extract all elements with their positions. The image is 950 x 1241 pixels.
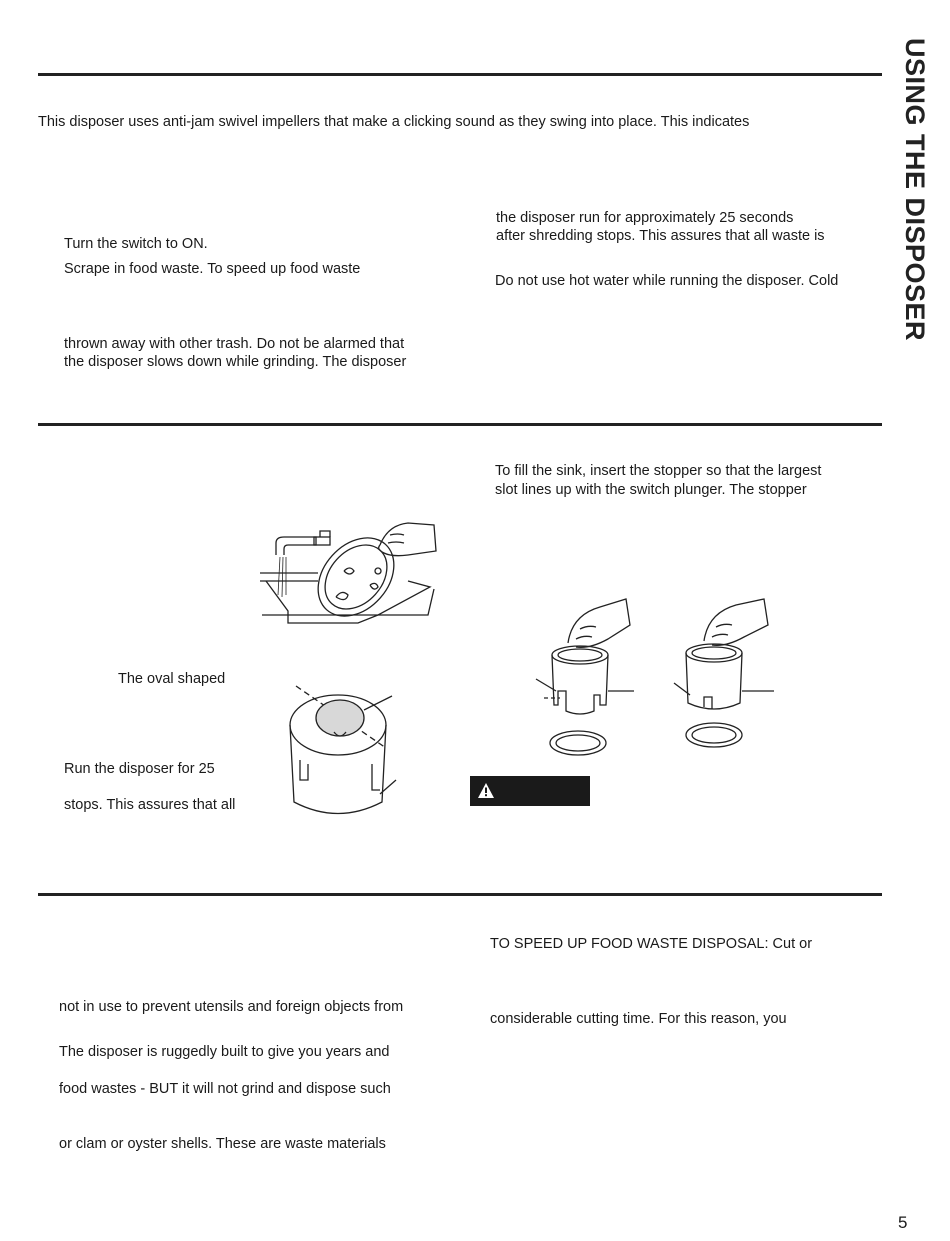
body-text: To fill the sink, insert the stopper so that the largest [495, 463, 822, 479]
body-text: The oval shaped [118, 671, 226, 687]
stopper-position-illustration [670, 595, 780, 760]
step-text: Turn the switch to ON. [64, 236, 208, 252]
section-divider [38, 893, 882, 896]
stopper-illustration [288, 680, 408, 825]
side-title: USING THE DISPOSER [900, 38, 930, 342]
body-text: TO SPEED UP FOOD WASTE DISPOSAL: Cut or [490, 936, 813, 952]
section-divider [38, 73, 882, 76]
warning-banner [470, 776, 590, 806]
body-text: the disposer run for approximately 25 seconds [496, 210, 794, 226]
body-text: considerable cutting time. For this reason, you [490, 1011, 787, 1027]
step-text: thrown away with other trash. Do not be alarmed that [64, 336, 405, 352]
stopper-position-illustration [530, 595, 640, 760]
page-number: 5 [898, 1213, 908, 1232]
body-text: slot lines up with the switch plunger. The stopper [495, 482, 807, 498]
body-text: not in use to prevent utensils and foreign objects from [59, 999, 404, 1015]
sink-illustration [258, 515, 438, 630]
step-text: the disposer slows down while grinding. The disposer [64, 354, 407, 370]
body-text: The disposer is ruggedly built to give you years and [59, 1044, 390, 1060]
body-text: after shredding stops. This assures that all waste is [496, 228, 825, 244]
warning-triangle-icon [478, 783, 494, 798]
body-text: Do not use hot water while running the disposer. Cold [495, 273, 839, 289]
body-text: stops. This assures that all [64, 797, 236, 813]
section-divider [38, 423, 882, 426]
intro-text: This disposer uses anti-jam swivel impellers that make a clicking sound as they swing into place. This indicates [38, 114, 750, 130]
body-text: food wastes - BUT it will not grind and dispose such [59, 1081, 391, 1097]
body-text: Run the disposer for 25 [64, 761, 215, 777]
body-text: or clam or oyster shells. These are waste materials [59, 1136, 386, 1152]
step-text: Scrape in food waste. To speed up food waste [64, 261, 361, 277]
